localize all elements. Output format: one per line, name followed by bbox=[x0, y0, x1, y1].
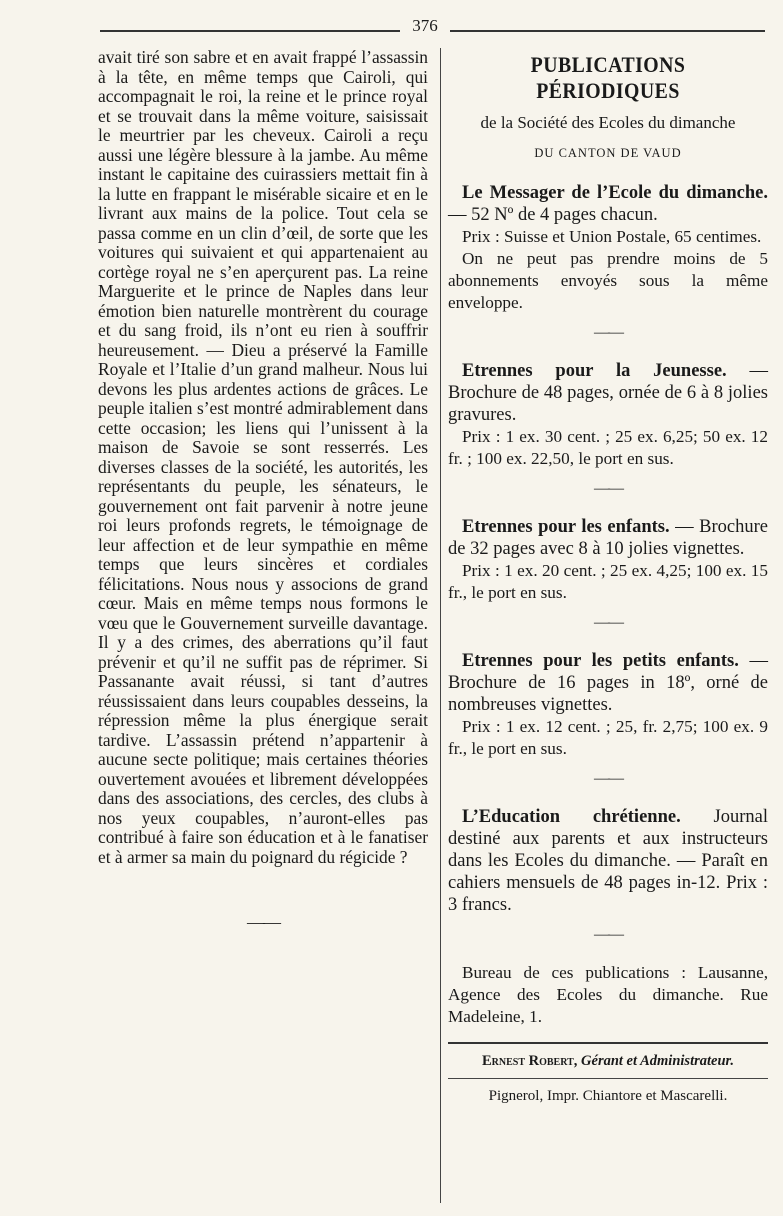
publications-title: PUBLICATIONS PÉRIODIQUES bbox=[530, 52, 686, 103]
entry-text: Etrennes pour les enfants. — Brochure de 32 pages avec 8 à 10 jolies vignettes. bbox=[448, 517, 768, 559]
gerant-role: Gérant et Administrateur. bbox=[581, 1053, 734, 1069]
gerant-line bbox=[448, 1050, 768, 1072]
entry-text: Etrennes pour la Jeunesse. — Brochure de 48 pages, ornée de 6 à 8 jolies gravures. bbox=[448, 361, 769, 425]
separator: —— bbox=[594, 926, 622, 943]
column-divider bbox=[440, 48, 441, 1203]
entry-text: Etrennes pour les petits enfants. — Brochure de 16 pages in 18º, orné de nombreuses vignettes. bbox=[448, 651, 768, 715]
page-header bbox=[100, 14, 765, 44]
page-number: 376 bbox=[412, 16, 438, 35]
entry-etrennes-petits-enfants bbox=[448, 650, 768, 760]
publications-subtitle: de la Société des Ecoles du dimanche bbox=[480, 113, 736, 132]
separator: —— bbox=[594, 480, 622, 497]
entry-text: Le Messager de l’Ecole du dimanche. — 52 Nº de 4 pages chacun. bbox=[448, 183, 768, 225]
header-rule-right bbox=[450, 30, 765, 32]
divider-rule-thin bbox=[448, 1078, 768, 1079]
printer-line: Pignerol, Impr. Chiantore et Mascarelli. bbox=[488, 1088, 728, 1104]
left-column bbox=[98, 48, 428, 933]
gerant-name: Ernest Robert, bbox=[482, 1053, 578, 1069]
entry-text: L’Education chrétienne. Journal destiné aux parents et aux instructeurs dans les Ecoles du dimanche. — Paraît en cahiers mensuels de 48 pages in-12. Prix : 3 francs. bbox=[448, 807, 768, 915]
entry-etrennes-enfants bbox=[448, 516, 768, 604]
divider-rule bbox=[448, 1042, 768, 1044]
entry-education-chretienne bbox=[448, 806, 768, 916]
end-dash: —— bbox=[247, 912, 279, 932]
header-rule-left bbox=[100, 30, 400, 32]
entry-line: Prix : Suisse et Union Postale, 65 centimes. bbox=[462, 227, 762, 246]
entry-line: Prix : 1 ex. 20 cent. ; 25 ex. 4,25; 100 ex. 15 fr., le port en sus. bbox=[448, 561, 768, 602]
article-text: avait tiré son sabre et en avait frappé l’assassin à la tête, en même temps que Cairoli, qui accompagnait le roi, la reine et le prince royal et se trouvait dans la même voiture, saisissait le meurtrier par les cheveux. Cairoli a reçu aussi une légère blessure à la jambe. Au même instant le capitaine des cuirassiers mettait fin à la lutte en frappant le misérable sicaire et en le livrant aux mains de la police. Tout cela se passa comme en un clin d’œil, de sorte que les voitures qui suivaient et qui appartenaient au cortège royal ne s’en aperçurent pas. La reine Marguerite et le prince de Naples dans leur émotion bien naturelle montrèrent du courage et du sang froid, ils n’ont eu rien à souffrir heureusement. — Dieu a préservé la Famille Royale et l’Italie d’un grand malheur. Nous lui devons les plus ardentes actions de grâces. Le peuple italien s’est montré admirablement dans cette occasion; les liens qui l’unissent à la maison de Savoie se sont resserrés. Les diverses classes de la société, les autorités, les représentants du peuple, les sénateurs, le gouvernement ont fait parvenir à notre jeune roi leurs profonds regrets, le témoignage de leur affection et de leur sympathie en même temps que leurs sincères et cordiales félicitations. Nous nous y associons de grand cœur. Mais en même temps nous formons le vœu que le Gouvernement surveille davantage. Il y a des crimes, des aberrations qu’il faut prévenir et qu’il ne suffit pas de réprimer. Si Passanante avait réussi, si tant d’autres réussissaient dans leurs coupables desseins, la répression même la plus énergique serait tardive. L’assassin prétend n’appartenir à aucune secte politique; mais certaines théories ouvertement avouées et librement développées dans des associations, des cercles, des clubs à nos yeux coupables, n’auront-elles pas contribué à faire son éducation et à le fanatiser et à armer sa main du poignard du régicide ? bbox=[98, 47, 428, 867]
right-column bbox=[448, 52, 768, 1107]
separator: —— bbox=[594, 614, 622, 631]
entry-line: Prix : 1 ex. 30 cent. ; 25 ex. 6,25; 50 ex. 12 fr. ; 100 ex. 22,50, le port en sus. bbox=[448, 427, 768, 468]
entry-messager bbox=[448, 182, 768, 314]
entry-line: On ne peut pas prendre moins de 5 abonnements envoyés sous la même enveloppe. bbox=[448, 249, 768, 312]
entry-etrennes-jeunesse bbox=[448, 360, 768, 470]
separator: —— bbox=[594, 770, 622, 787]
separator: —— bbox=[594, 324, 622, 341]
bureau-address: Bureau de ces publications : Lausanne, Agence des Ecoles du dimanche. Rue Madeleine, 1. bbox=[448, 963, 768, 1026]
entry-line: Prix : 1 ex. 12 cent. ; 25, fr. 2,75; 100 ex. 9 fr., le port en sus. bbox=[448, 717, 768, 758]
publications-canton: DU CANTON DE VAUD bbox=[534, 146, 682, 160]
